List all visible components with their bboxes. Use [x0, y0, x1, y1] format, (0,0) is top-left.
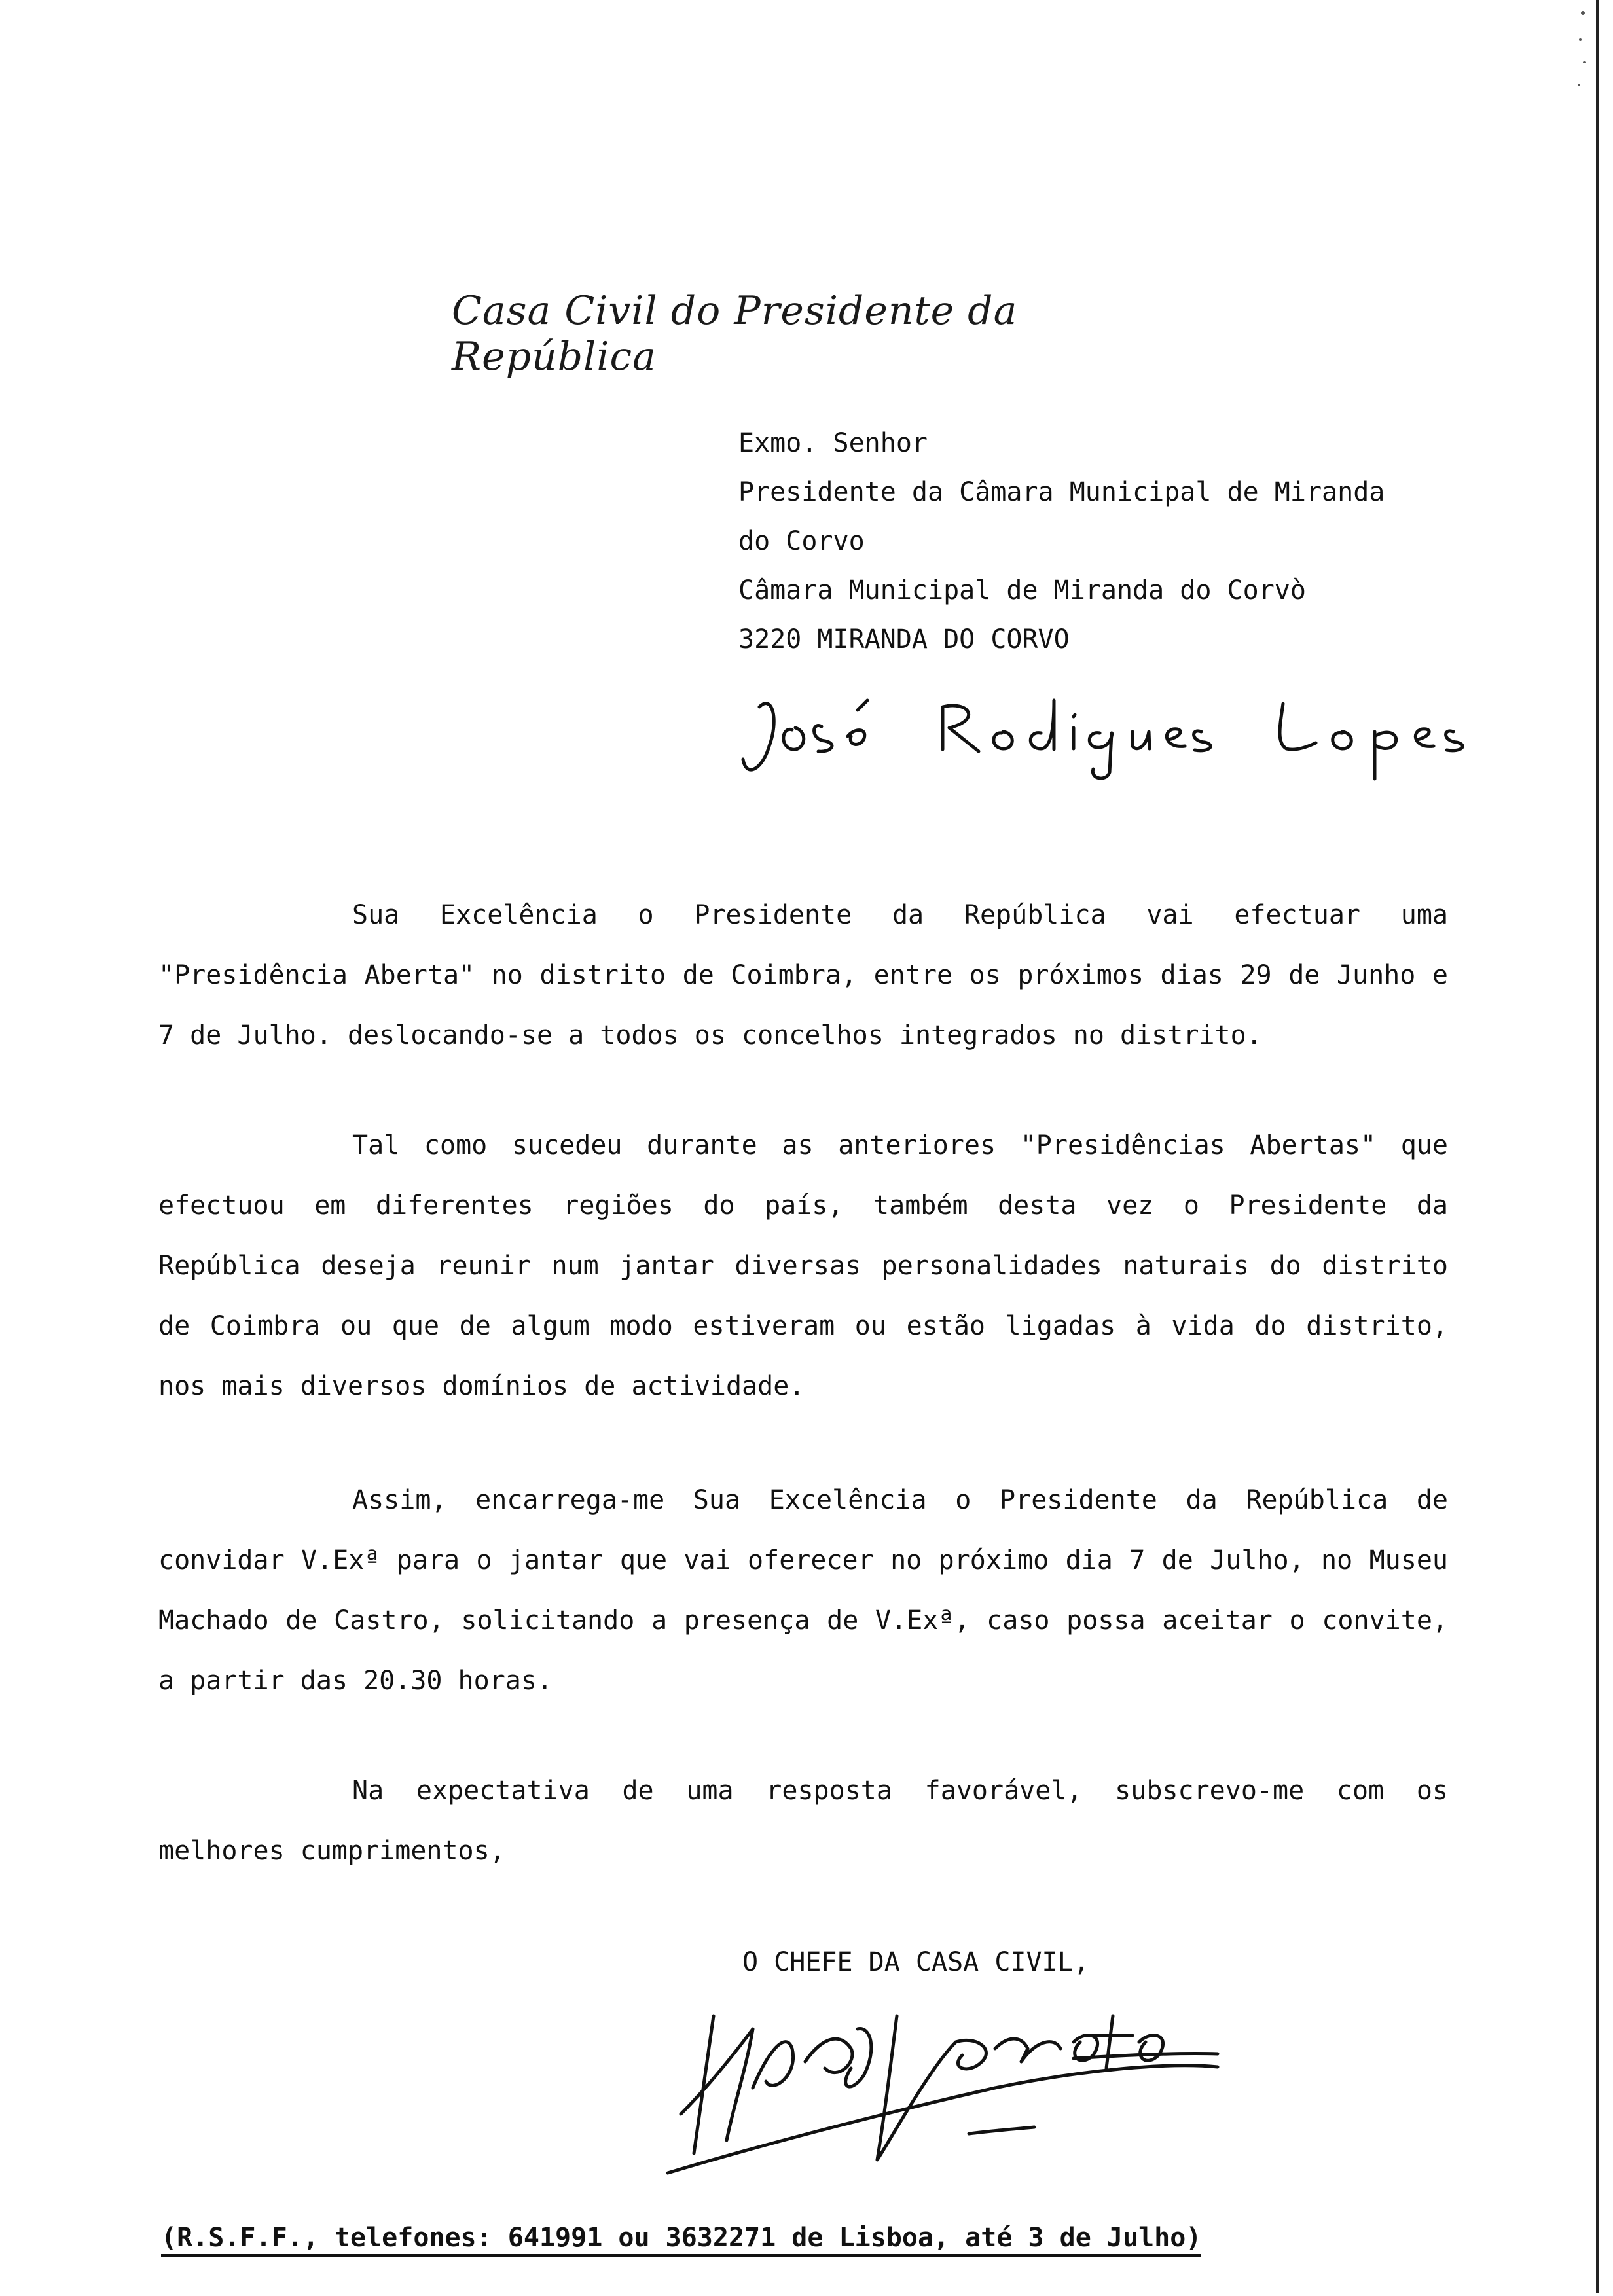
addressee-postal-line: 3220 MIRANDA DO CORVO — [738, 624, 1070, 655]
punch-hole-icon — [41, 1428, 79, 1466]
body-paragraph-3: Assim, encarrega-me Sua Excelência o Presidente da República de convidar V.Exª para o jantar que vai oferecer no próximo dia 7 de Julho, no Museu Machado de Castro, solicitando a presença de V.Exª, caso possa aceitar o convite, a partir das 20.30 horas. — [158, 1485, 1448, 1696]
body-paragraph-2: Tal como sucedeu durante as anteriores "Presidências Abertas" que efectuou em diferentes regiões do país, também desta vez o Presidente da República deseja reunir num jantar diversas personalidades naturais do distrito de Coimbra ou que de algum modo estiveram ou estão ligadas à vida do distrito, nos mais diversos domínios de actividade. — [158, 1130, 1448, 1401]
addressee-institution: Câmara Municipal de Miranda do Corvò — [738, 575, 1306, 605]
punch-hole-icon — [41, 800, 79, 838]
addressee-block — [738, 419, 1511, 664]
addressee-title-continued: do Corvo — [738, 526, 865, 556]
addressee-salutation: Exmo. Senhor — [738, 428, 928, 458]
letterhead: Casa Civil do Presidente da República — [452, 288, 1018, 380]
addressee-title: Presidente da Câmara Municipal de Miranda — [738, 477, 1385, 507]
closing-title: O CHEFE DA CASA CIVIL, — [742, 1947, 1089, 1977]
body-paragraph-4: Na expectativa de uma resposta favorável, subscrevo-me com os melhores cumprimentos, — [158, 1776, 1448, 1866]
footer-contact-note: (R.S.F.F., telefones: 641991 ou 3632271 de Lisboa, até 3 de Julho) — [161, 2223, 1201, 2257]
signature-image — [655, 1990, 1270, 2186]
handwritten-name-image — [733, 681, 1486, 785]
body-paragraph-1: Sua Excelência o Presidente da República vai efectuar uma "Presidência Aberta" no distrito de Coimbra, entre os próximos dias 29 de Junho e 7 de Julho. deslocando-se a todos os concelhos integrados no distrito. — [158, 900, 1448, 1050]
page-edge-marks — [1571, 0, 1613, 2293]
